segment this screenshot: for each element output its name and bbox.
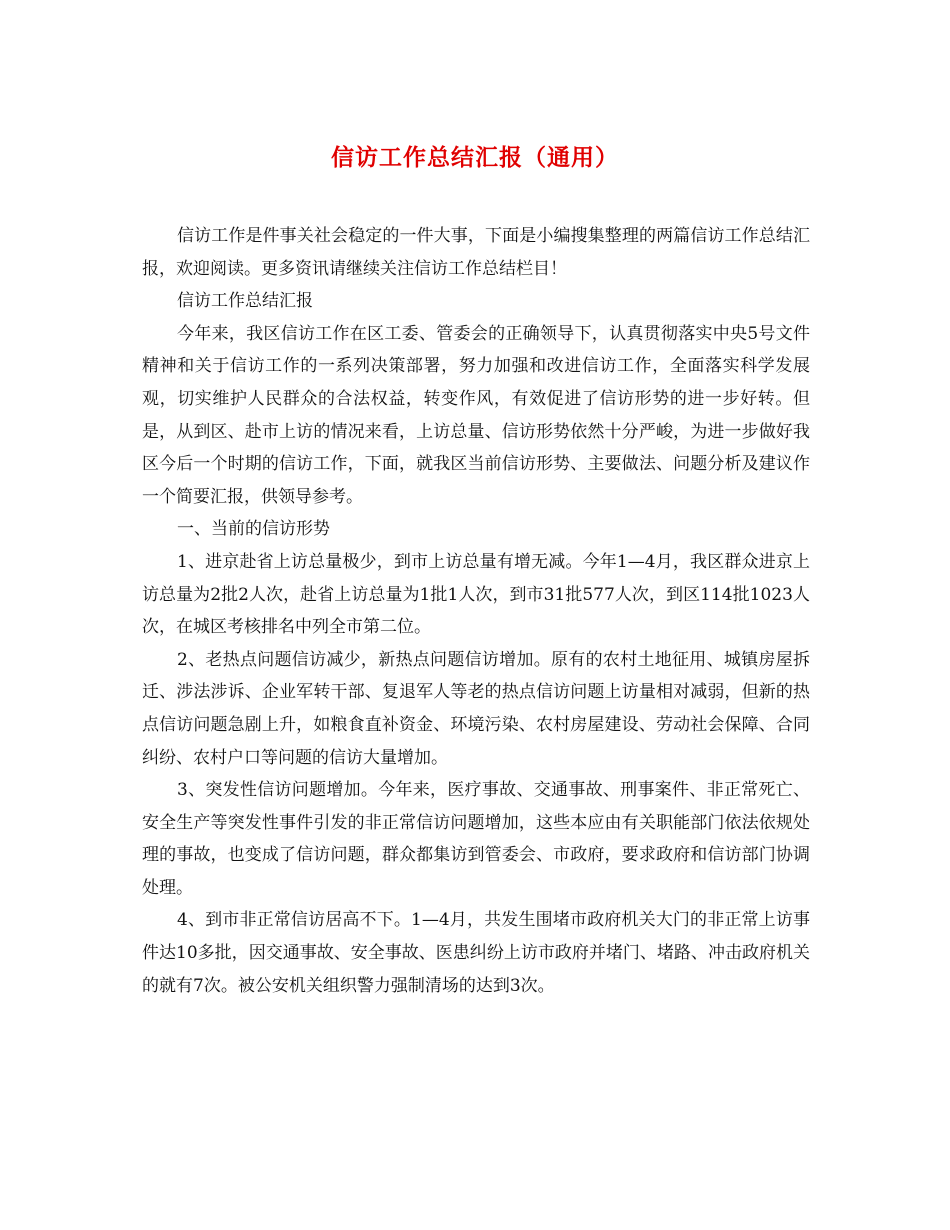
list-item-2: 2、老热点问题信访减少，新热点问题信访增加。原有的农村土地征用、城镇房屋拆迁、涉法涉诉、企业军转干部、复退军人等老的热点信访问题上访量相对减弱，但新的热点信访问题急剧上升，如粮食直补资金、环境污染、农村房屋建设、劳动社会保障、合同纠纷、农村户口等问题的信访大量增加。 — [142, 649, 810, 768]
body-paragraph: 今年来，我区信访工作在区工委、管委会的正确领导下，认真贯彻落实中央5号文件精神和关于信访工作的一系列决策部署，努力加强和改进信访工作，全面落实科学发展观，切实维护人民群众的合法权益，转变作风，有效促进了信访形势的进一步好转。但是，从到区、赴市上访的情况来看，上访总量、信访形势依然十分严峻，为进一步做好我区今后一个时期的信访工作，下面，就我区当前信访形势、主要做法、问题分析及建议作一个简要汇报，供领导参考。 — [142, 323, 810, 507]
section-heading: 信访工作总结汇报 — [177, 291, 313, 312]
subsection-heading: 一、当前的信访形势 — [177, 519, 330, 540]
list-item-3: 3、突发性信访问题增加。今年来，医疗事故、交通事故、刑事案件、非正常死亡、安全生产等突发性事件引发的非正常信访问题增加，这些本应由有关职能部门依法依规处理的事故，也变成了信访问题，群众都集访到管委会、市政府，要求政府和信访部门协调处理。 — [142, 780, 810, 898]
list-item-1: 1、进京赴省上访总量极少，到市上访总量有增无减。今年1—4月，我区群众进京上访总量为2批2人次，赴省上访总量为1批1人次，到市31批577人次，到区114批1023人次，在城区考核排名中列全市第二位。 — [142, 551, 810, 638]
document-body — [142, 220, 810, 1002]
intro-paragraph: 信访工作是件事关社会稳定的一件大事，下面是小编搜集整理的两篇信访工作总结汇报，欢迎阅读。更多资讯请继续关注信访工作总结栏目！ — [142, 226, 810, 279]
list-item-4: 4、到市非正常信访居高不下。1—4月，共发生围堵市政府机关大门的非正常上访事件达10多批，因交通事故、安全事故、医患纠纷上访市政府并堵门、堵路、冲击政府机关的就有7次。被公安机关组织警力强制清场的达到3次。 — [142, 910, 810, 996]
document-title: 信访工作总结汇报（通用） — [331, 144, 619, 171]
